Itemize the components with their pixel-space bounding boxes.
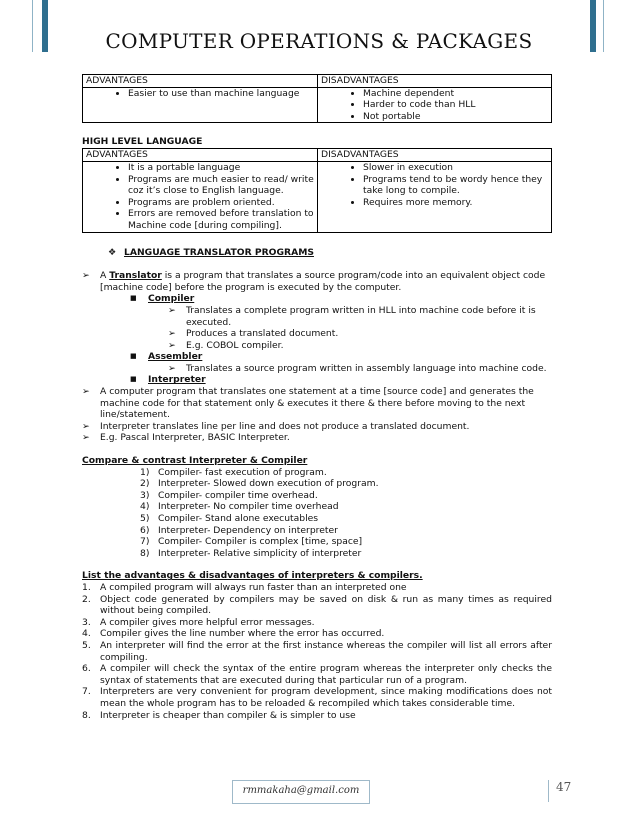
footer-email-box xyxy=(232,780,370,804)
footer-email: rmmakaha@gmail.com xyxy=(242,785,360,796)
list-item: • Slower in execution xyxy=(363,162,548,174)
list-item: • It is a portable language xyxy=(128,162,314,174)
list-item: • Errors are removed before translation to Machine code [during compiling]. xyxy=(128,208,314,231)
list-item: ➢ E.g. Pascal Interpreter, BASIC Interpreter. xyxy=(82,432,290,444)
low-level-table xyxy=(82,74,552,123)
list-item: 1. A compiled program will always run faster than an interpreted one xyxy=(82,581,407,593)
arrow-bullet-icon: ➢ xyxy=(82,432,90,444)
list-item: ➢ Translates a source program written in assembly language into machine code. xyxy=(168,362,547,374)
list-item: 3. A compiler gives more helpful error messages. xyxy=(82,616,315,628)
square-bullet-icon: ■ xyxy=(130,294,137,303)
list-item: ➢ Translates a complete program written in HLL into machine code before it is executed. xyxy=(168,304,536,328)
list-adv-heading: List the advantages & disadvantages of interpreters & compilers. xyxy=(82,570,423,582)
advantages-list xyxy=(82,582,552,721)
disadvantages-cell xyxy=(318,87,552,123)
disadvantages-cell xyxy=(318,161,552,232)
hll-table xyxy=(82,148,552,232)
list-item: 3) Compiler- compiler time overhead. xyxy=(140,489,318,501)
list-item: ➢ A computer program that translates one statement at a time [source code] and generates the machine code for that statement only & executes it there & there before moving to the next line/statement. xyxy=(82,386,534,421)
page-content xyxy=(82,74,552,721)
list-item: • Programs tend to be wordy hence they take long to compile. xyxy=(363,174,548,197)
advantages-cell xyxy=(83,161,318,232)
list-item: ➢ E.g. COBOL compiler. xyxy=(168,339,284,351)
list-item: 5) Compiler- Stand alone executables xyxy=(140,513,319,524)
arrow-bullet-icon: ➢ xyxy=(168,362,176,374)
page-title: COMPUTER OPERATIONS & PACKAGES xyxy=(105,29,533,53)
list-item: 6. A compiler will check the syntax of the entire program whereas the interpreter only checks the syntax of statements that are executed during that particular run of a program. xyxy=(82,663,552,686)
translator-heading xyxy=(82,247,552,259)
list-item: 8) Interpreter- Relative simplicity of interpreter xyxy=(140,547,362,559)
arrow-bullet-icon: ➢ xyxy=(82,386,90,398)
disadvantages-header: DISADVANTAGES xyxy=(318,149,552,162)
translator-term: Translator xyxy=(109,270,162,282)
arrow-bullet-icon: ➢ xyxy=(168,328,176,340)
intro-text-a: A xyxy=(100,270,107,282)
list-item: • Programs are problem oriented. xyxy=(128,197,314,209)
list-item: • Harder to code than HLL xyxy=(363,99,548,111)
diamond-bullet-icon: ❖ xyxy=(108,246,117,258)
interpreter-label: ■ Interpreter xyxy=(130,374,206,386)
arrow-bullet-icon: ➢ xyxy=(168,339,176,351)
compare-list xyxy=(82,467,552,560)
list-item: 7) Compiler- Compiler is complex [time, space] xyxy=(140,536,363,548)
list-item: 8. Interpreter is cheaper than compiler & is simpler to use xyxy=(82,709,356,721)
advantages-header: ADVANTAGES xyxy=(83,149,318,162)
list-item: • Programs are much easier to read/ write coz it’s close to English language. xyxy=(128,174,314,197)
arrow-bullet-icon: ➢ xyxy=(168,304,176,316)
list-item: • Easier to use than machine language xyxy=(128,88,314,100)
translator-heading-text: LANGUAGE TRANSLATOR PROGRAMS xyxy=(124,246,314,258)
page-number: 47 xyxy=(556,780,572,794)
square-bullet-icon: ■ xyxy=(130,352,137,361)
list-item: • Not portable xyxy=(363,111,548,123)
list-item: 5. An interpreter will find the error at the first instance whereas the compiler will list all errors after compiling. xyxy=(82,639,552,663)
list-item: ➢ Interpreter translates line per line and does not produce a translated document. xyxy=(82,420,470,432)
list-item: 1) Compiler- fast execution of program. xyxy=(140,466,327,478)
list-item: • Requires more memory. xyxy=(363,197,548,209)
advantages-cell xyxy=(83,87,318,123)
list-item: 2. Object code generated by compilers may be saved on disk & run as many times as required without being compiled. xyxy=(82,593,552,617)
list-item: 6) Interpreter- Dependency on interpreter xyxy=(140,524,338,536)
square-bullet-icon: ■ xyxy=(130,375,137,384)
list-item: 2) Interpreter- Slowed down execution of program. xyxy=(140,478,379,490)
list-item: • Machine dependent xyxy=(363,88,548,100)
list-item: 7. Interpreters are very convenient for program development, since making modifications does not mean the whole program has to be reloaded & recompiled which takes considerable time. xyxy=(82,686,552,709)
page-number-divider xyxy=(548,780,549,802)
translator-intro xyxy=(82,270,552,293)
compiler-label: ■ Compiler xyxy=(130,293,195,305)
arrow-bullet-icon: ➢ xyxy=(82,420,90,432)
advantages-header: ADVANTAGES xyxy=(83,75,318,88)
intro-text-b: is a program that translates a source program/code into an equivalent object code [machine code] before the program is executed by the computer. xyxy=(100,270,546,293)
compare-heading: Compare & contrast Interpreter & Compiler xyxy=(82,455,308,467)
list-item: 4) Interpreter- No compiler time overhead xyxy=(140,501,339,513)
hll-heading: HIGH LEVEL LANGUAGE xyxy=(82,136,203,148)
assembler-label: ■ Assembler xyxy=(130,351,203,363)
list-item: ➢ Produces a translated document. xyxy=(168,328,339,340)
list-item: 4. Compiler gives the line number where the error has occurred. xyxy=(82,628,385,640)
arrow-bullet-icon: ➢ xyxy=(82,270,90,282)
disadvantages-header: DISADVANTAGES xyxy=(318,75,552,88)
